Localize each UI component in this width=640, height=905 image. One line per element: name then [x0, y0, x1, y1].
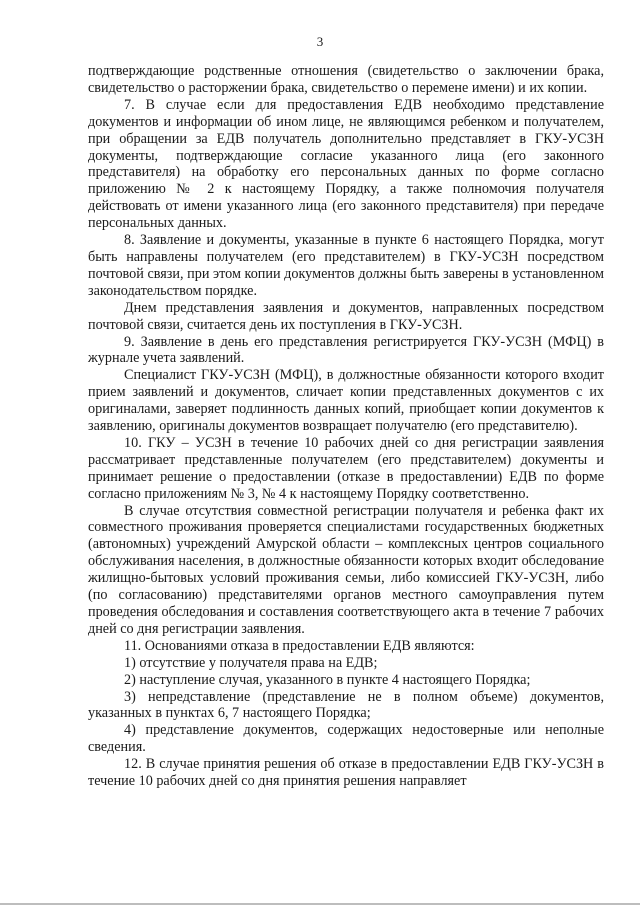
paragraph-item-8: 8. Заявление и документы, указанные в пункте 6 настоящего Порядка, могут быть направлены получателем (его представителем) в ГКУ-УСЗН посредством почтовой связи, при этом копии документов должны быть заверены в установленном законодательством порядке.	[88, 232, 604, 299]
list-item-refusal-4: 4) представление документов, содержащих недостоверные или неполные сведения.	[88, 722, 604, 756]
paragraph-cohabitation: В случае отсутствия совместной регистрации получателя и ребенка факт их совместного проживания проверяется специалистами государственных бюджетных (автономных) учреждений Амурской области – комплексных центров социального обслуживания населения, в должностные обязанности которых входит обследование жилищно-бытовых условий проживания семьи, либо комиссией ГКУ-УСЗН, либо (по согласованию) представителями органов местного самоуправления путем проведения обследования и составления соответствующего акта в течение 7 рабочих дней со дня регистрации заявления.	[88, 502, 604, 637]
paragraph-item-9: 9. Заявление в день его представления регистрируется ГКУ-УСЗН (МФЦ) в журнале учета заявлений.	[88, 333, 604, 367]
paragraph-item-12: 12. В случае принятия решения об отказе в предоставлении ЕДВ ГКУ-УСЗН в течение 10 рабочих дней со дня принятия решения направляет	[88, 756, 604, 790]
paragraph-item-11: 11. Основаниями отказа в предоставлении ЕДВ являются:	[124, 637, 475, 654]
list-item-refusal-1: 1) отсутствие у получателя права на ЕДВ;	[124, 654, 378, 671]
document-body	[88, 63, 604, 790]
list-item-refusal-2: 2) наступление случая, указанного в пункте 4 настоящего Порядка;	[124, 671, 531, 688]
paragraph-specialist: Специалист ГКУ-УСЗН (МФЦ), в должностные обязанности которого входит прием заявлений и документов, сличает копии представленных документов с их оригиналами, заверяет подлинность данных копий, приобщает копии документов к заявлению, оригиналы документов возвращает получателю (его представителю).	[88, 367, 604, 435]
page-number: 3	[316, 34, 324, 49]
paragraph-item-10: 10. ГКУ – УСЗН в течение 10 рабочих дней со дня регистрации заявления рассматривает представленные получателем (его представителем) документы и принимает решение о предоставлении (отказе в предоставлении) ЕДВ по форме согласно приложениям № 3, № 4 к настоящему Порядку соответственно.	[88, 434, 604, 502]
paragraph-item-7: 7. В случае если для предоставления ЕДВ необходимо представление документов и информации об ином лице, не являющимся ребенком и получателем, при обращении за ЕДВ получатель дополнительно представляет в ГКУ-УСЗН документы, подтверждающие согласие указанного лица (его законного представителя) на обработку его персональных данных по форме согласно приложению № 2 к настоящему Порядку, а также полномочия получателя действовать от имени указанного лица (его законного представителя) при передаче персональных данных.	[88, 96, 604, 232]
paragraph-continuation: подтверждающие родственные отношения (свидетельство о заключении брака, свидетельство о расторжении брака, свидетельство о перемене имени) и их копии.	[88, 63, 604, 96]
list-item-refusal-3: 3) непредставление (представление не в полном объеме) документов, указанных в пунктах 6, 7 настоящего Порядка;	[88, 688, 604, 722]
paragraph-submission-date: Днем представления заявления и документов, направленных посредством почтовой связи, считается день их поступления в ГКУ-УСЗН.	[88, 299, 604, 333]
